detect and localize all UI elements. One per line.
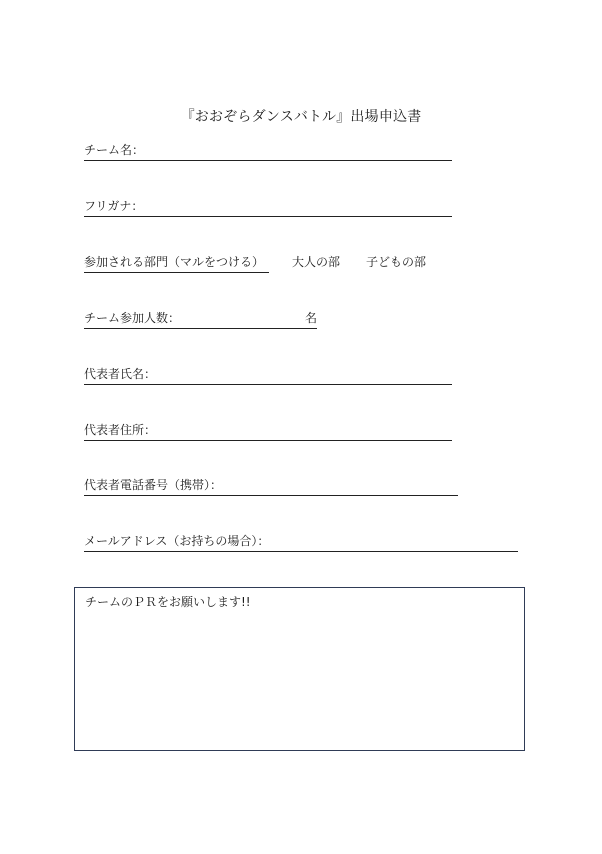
rep-phone-field[interactable] <box>84 476 458 496</box>
rep-name-field[interactable] <box>84 365 452 385</box>
furigana-field[interactable] <box>84 197 452 217</box>
member-count-label: チーム参加人数： <box>84 311 181 325</box>
team-name-label: チーム名： <box>84 143 145 157</box>
division-option-adult[interactable]: 大人の部 <box>292 255 341 269</box>
pr-label: チームのＰＲをお願いします!! <box>85 595 251 609</box>
page-title: 『おおぞらダンスバトル』出場申込書 <box>180 109 422 125</box>
rep-name-label: 代表者氏名： <box>84 367 157 381</box>
pr-box[interactable] <box>74 587 525 751</box>
rep-address-label: 代表者住所： <box>84 423 157 437</box>
member-count-unit: 名 <box>305 311 318 325</box>
member-count-field[interactable] <box>84 309 317 329</box>
team-name-field[interactable] <box>84 141 452 161</box>
division-option-child[interactable]: 子どもの部 <box>366 255 427 269</box>
division-field <box>84 253 269 273</box>
email-field[interactable] <box>84 532 518 552</box>
furigana-label: フリガナ： <box>84 199 144 213</box>
email-label: メールアドレス（お持ちの場合）： <box>84 534 270 548</box>
rep-address-field[interactable] <box>84 421 452 441</box>
division-label: 参加される部門（マルをつける） <box>84 255 265 269</box>
rep-phone-label: 代表者電話番号（携帯）： <box>84 478 223 492</box>
